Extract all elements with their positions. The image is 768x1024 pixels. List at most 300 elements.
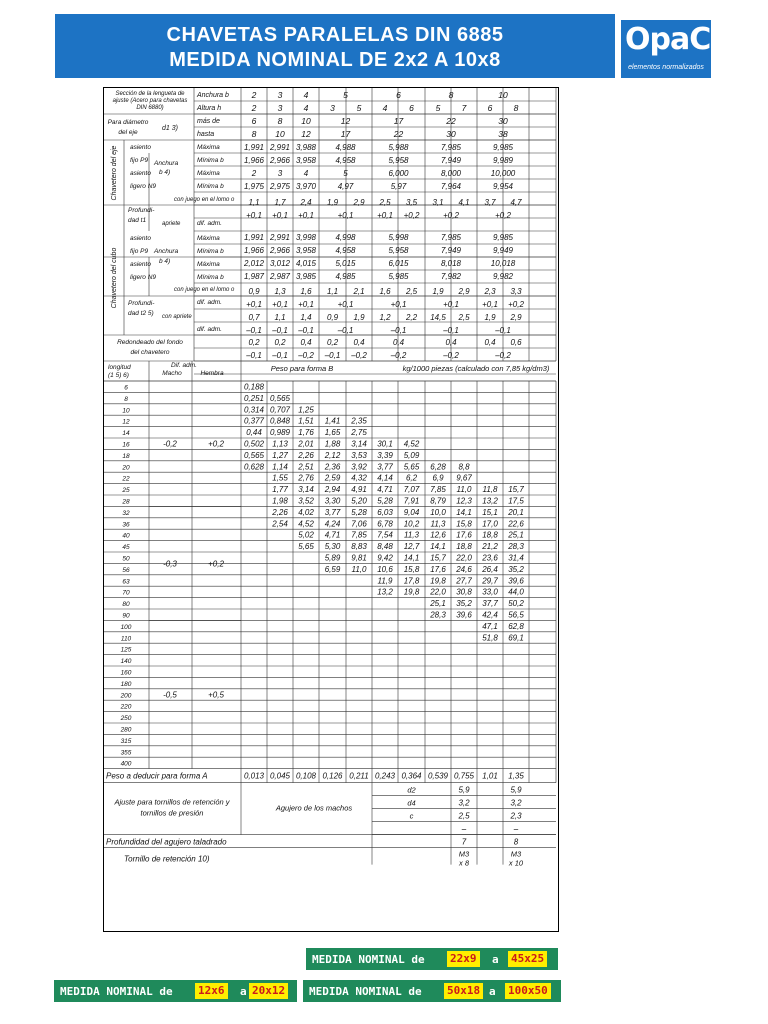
weight-value: 12,6 — [430, 530, 446, 540]
weight-value: 2,01 — [298, 439, 314, 449]
length-value: 45 — [122, 544, 130, 552]
weight-value: 0,502 — [243, 439, 265, 449]
ajuste-label: d4 — [407, 798, 416, 808]
altura-value: 2 — [251, 103, 257, 113]
weight-value: 1,41 — [324, 416, 341, 426]
eje-t1-adm-value: +0,1 — [377, 211, 393, 220]
weight-value: 5,30 — [324, 542, 341, 552]
weight-value: 42,4 — [482, 610, 498, 620]
length-value: 250 — [120, 715, 132, 723]
weight-value: 19,8 — [403, 587, 420, 597]
weight-value: 69,1 — [508, 633, 524, 643]
redondeado-value: 0,4 — [392, 338, 405, 347]
bar-to: 20x12 — [249, 983, 288, 999]
eje-lig-max-value: 4 — [303, 169, 309, 178]
weight-value: 0,989 — [269, 428, 291, 438]
label-chavetero-eje: Chavetero del eje — [111, 145, 118, 201]
altura-value: 4 — [303, 103, 309, 113]
weight-value: 0,707 — [269, 405, 291, 415]
cubo-apriete-value: 1,9 — [353, 313, 365, 322]
weight-value: 31,4 — [508, 553, 524, 563]
cubo-max-value: 1,991 — [243, 233, 265, 242]
weight-value: 17,0 — [482, 519, 498, 529]
nominal-range-bar-12x6[interactable] — [54, 980, 297, 1002]
weight-value: 29,7 — [482, 576, 498, 586]
eje-lig-max-value: 8,000 — [440, 169, 462, 178]
anchura-value: 2 — [251, 90, 257, 100]
mas-de-value: 10 — [301, 116, 311, 126]
label-asiento: asiento — [130, 144, 151, 151]
weight-value: 6,78 — [377, 519, 393, 529]
weight-value: 17,8 — [403, 576, 420, 586]
hasta-value: 8 — [251, 129, 257, 139]
weight-value: 21,2 — [482, 542, 498, 552]
cubo-t2-value: 1,6 — [379, 287, 391, 296]
weight-value: 4,91 — [351, 485, 367, 495]
mas-de-value: 12 — [340, 116, 351, 126]
label-dad-t2: dad t2 5) — [128, 310, 154, 317]
cubo-apriete-value: 0,9 — [326, 313, 339, 322]
weight-value: 7,06 — [351, 519, 367, 529]
cubo-lig-min-value: 1,987 — [243, 272, 265, 281]
weight-value: 2,75 — [351, 428, 367, 438]
peso-a-value: 0,013 — [243, 771, 265, 781]
nominal-range-bar-50x18[interactable] — [303, 980, 561, 1002]
weight-value: 14,1 — [403, 553, 420, 563]
mas-de-value: 17 — [393, 116, 404, 126]
length-value: 90 — [122, 612, 130, 620]
cubo-apriete-adm-value: –0,1 — [390, 326, 407, 335]
redondeado-adm-value: –0,1 — [246, 351, 262, 360]
cubo-t2-adm-value: +0,1 — [390, 300, 407, 309]
weight-value: 4,32 — [351, 473, 367, 483]
weight-value: 25,1 — [508, 530, 524, 540]
label-redondeado: del chavetero — [130, 349, 170, 356]
altura-value: 7 — [461, 103, 467, 113]
weight-value: 8,83 — [351, 542, 367, 552]
weight-value: 4,71 — [377, 485, 393, 495]
altura-value: 5 — [435, 103, 441, 113]
hasta-value: 12 — [301, 129, 311, 139]
hasta-value: 17 — [340, 129, 351, 139]
label-dad-t1: dad t1 — [128, 217, 147, 224]
length-value: 32 — [122, 509, 130, 517]
cubo-max-value: 2,991 — [269, 233, 291, 242]
length-value: 16 — [122, 441, 130, 449]
ajuste-value: 5,9 — [458, 785, 470, 795]
altura-value: 3 — [277, 103, 283, 113]
label-altura-h: Altura h — [197, 105, 222, 112]
altura-value: 6 — [409, 103, 414, 113]
label-anchura-b: Anchura b — [197, 92, 229, 99]
altura-value: 4 — [382, 103, 388, 113]
cubo-lig-max-value: 2,012 — [243, 259, 265, 268]
redondeado-value: 0,2 — [326, 338, 339, 347]
label-minima: Mínima b — [197, 183, 224, 190]
weight-value: 18,8 — [482, 530, 498, 540]
length-value: 180 — [120, 680, 132, 688]
weight-value: 30,1 — [377, 439, 393, 449]
weight-value: 56,5 — [508, 610, 524, 620]
eje-max-value: 5,988 — [388, 143, 409, 152]
eje-lig-min-value: 3,970 — [295, 182, 317, 191]
weight-value: 6,03 — [377, 507, 393, 517]
cubo-apriete-value: 1,2 — [379, 313, 391, 322]
label-fijo: fijo P9 — [130, 248, 149, 255]
length-value: 18 — [122, 452, 130, 460]
weight-value: 3,52 — [298, 496, 314, 506]
weight-value: 7,07 — [403, 485, 420, 495]
weight-value: 30,8 — [456, 587, 472, 597]
length-value: 100 — [120, 623, 132, 631]
weight-value: 9,04 — [403, 507, 420, 517]
redondeado-value: 0,2 — [248, 338, 260, 347]
weight-value: 17,6 — [430, 564, 446, 574]
weight-value: 0,377 — [243, 416, 265, 426]
eje-max-value: 7,985 — [440, 143, 462, 152]
weight-value: 6,28 — [430, 462, 446, 472]
tol-hembra: +0,2 — [208, 439, 224, 449]
bar-from: 50x18 — [444, 983, 483, 999]
weight-value: 4,02 — [298, 507, 314, 517]
length-value: 70 — [122, 589, 130, 597]
weight-value: 35,2 — [456, 599, 472, 609]
logo-mark: OpaC — [625, 22, 711, 57]
cubo-t2-value: 2,1 — [353, 287, 365, 296]
ajuste-value: 2,3 — [510, 811, 522, 821]
label-maxima: Máxima — [197, 144, 220, 151]
cubo-t2-adm-value: +0,2 — [508, 300, 524, 309]
weight-value: 15,8 — [403, 564, 420, 574]
weight-value: 5,89 — [324, 553, 341, 563]
length-value: 12 — [122, 418, 130, 426]
cubo-t2-adm-value: +0,1 — [246, 300, 262, 309]
cubo-t2-value: 2,3 — [484, 287, 496, 296]
weight-value: 5,65 — [403, 462, 420, 472]
weight-value: 14,1 — [430, 542, 446, 552]
redondeado-adm-value: –0,2 — [351, 351, 367, 360]
cubo-t2-adm-value: +0,1 — [482, 300, 498, 309]
label-maxima: Máxima — [197, 261, 220, 268]
weight-value: 1,88 — [324, 439, 341, 449]
weight-value: 18,8 — [456, 542, 472, 552]
eje-lig-min-value: 4,97 — [337, 182, 354, 191]
weight-value: 14,1 — [456, 507, 472, 517]
eje-lig-min-value: 7,964 — [440, 182, 462, 191]
eje-lig-max-value: 3 — [277, 169, 283, 178]
cubo-apriete-value: 1,9 — [484, 313, 496, 322]
weight-value: 23,6 — [482, 553, 498, 563]
cubo-apriete-value: 14,5 — [430, 313, 446, 322]
eje-lig-min-value: 1,975 — [243, 182, 265, 191]
weight-value: 1,25 — [298, 405, 314, 415]
weight-value: 6,9 — [432, 473, 444, 483]
ajuste-value: 2,5 — [458, 811, 470, 821]
bar-sep: a — [240, 985, 247, 998]
cubo-apriete-value: 2,5 — [458, 313, 470, 322]
cubo-lig-min-value: 4,985 — [335, 272, 356, 281]
length-value: 125 — [120, 646, 132, 654]
weight-value: 11,0 — [456, 485, 472, 495]
peso-a-value: 1,01 — [482, 771, 498, 781]
eje-lig-min-value: 2,975 — [269, 182, 291, 191]
ajuste-value: – — [461, 824, 467, 834]
anchura-value: 5 — [343, 90, 348, 100]
label-apriete: apriete — [162, 221, 181, 227]
weight-value: 24,6 — [456, 564, 472, 574]
label-seccion: DIN 6880) — [136, 105, 164, 111]
ajuste-label: d2 — [407, 785, 416, 795]
weight-value: 2,35 — [351, 416, 367, 426]
label-para-diametro: Para diámetro — [107, 119, 149, 126]
weight-value: 19,8 — [430, 576, 446, 586]
length-value: 400 — [120, 760, 132, 768]
hasta-value: 10 — [275, 129, 285, 139]
weight-value: 7,85 — [430, 485, 446, 495]
cubo-t2-value: 2,5 — [405, 287, 418, 296]
cubo-min-value: 1,966 — [243, 246, 265, 255]
length-value: 22 — [122, 475, 130, 483]
weight-value: 3,30 — [324, 496, 341, 506]
weight-value: 0,44 — [246, 428, 262, 438]
redondeado-value: 0,2 — [274, 338, 286, 347]
weight-value: 11,0 — [351, 564, 367, 574]
eje-lig-min-value: 5,97 — [390, 182, 407, 191]
label-dif-adm: dif. adm. — [197, 299, 222, 306]
weight-value: 4,24 — [324, 519, 341, 529]
mas-de-value: 22 — [446, 116, 456, 126]
label-anchura: Anchura — [154, 160, 179, 167]
weight-value: 5,09 — [403, 450, 420, 460]
weight-value: 3,77 — [324, 507, 341, 517]
length-value: 40 — [122, 532, 130, 540]
tol-hembra: +0,2 — [208, 559, 224, 569]
ajuste-value: 5,9 — [510, 785, 522, 795]
label-profundidad: Profundi- — [128, 300, 155, 307]
weight-value: 2,51 — [298, 462, 314, 472]
length-value: 140 — [120, 658, 132, 666]
weight-value: 3,53 — [351, 450, 367, 460]
weight-value: 1,98 — [272, 496, 288, 506]
cubo-apriete-adm-value: –0,1 — [443, 326, 459, 335]
bar-from: 12x6 — [195, 983, 228, 999]
label-juego: con juego en el lomo o — [174, 197, 235, 203]
weight-value: 5,02 — [298, 530, 314, 540]
label-ajuste: Ajuste para tornillos de retención y — [114, 797, 230, 807]
eje-lig-max-value: 5 — [343, 169, 348, 178]
weight-value: 2,26 — [298, 450, 314, 460]
tol-macho: -0,2 — [163, 439, 177, 449]
weight-value: 28,3 — [508, 542, 524, 552]
weight-value: 11,3 — [404, 530, 419, 540]
eje-t1-value: 1,1 — [248, 198, 260, 207]
mas-de-value: 6 — [251, 116, 257, 126]
weight-value: 3,77 — [377, 462, 393, 472]
eje-t1-adm-value: +0,1 — [272, 211, 288, 220]
weight-value: 2,94 — [324, 485, 341, 495]
weight-value: 4,52 — [298, 519, 314, 529]
weight-value: 1,55 — [272, 473, 288, 483]
weight-value: 26,4 — [482, 564, 498, 574]
weight-value: 33,0 — [482, 587, 498, 597]
ajuste-value: 3,2 — [510, 798, 522, 808]
logo-subtitle: elementos normalizados — [628, 64, 704, 71]
bar-prefix: MEDIDA NOMINAL de — [309, 985, 422, 998]
cubo-t2-adm-value: +0,1 — [337, 300, 354, 309]
cubo-lig-min-value: 9,982 — [492, 272, 514, 281]
cubo-lig-max-value: 4,015 — [295, 259, 317, 268]
label-del-eje: del eje — [118, 129, 138, 136]
eje-t1-value: 2,4 — [300, 198, 312, 207]
length-value: 50 — [122, 555, 130, 563]
cubo-min-value: 3,958 — [295, 246, 317, 255]
weight-value: 35,2 — [508, 564, 524, 574]
cubo-t2-value: 2,9 — [458, 287, 470, 296]
length-value: 20 — [122, 464, 130, 472]
peso-a-value: 1,35 — [508, 771, 524, 781]
label-seccion: Sección de la lengueta de — [115, 91, 185, 97]
weight-value: 12,3 — [456, 496, 472, 506]
eje-lig-max-value: 2 — [251, 169, 257, 178]
length-value: 14 — [122, 430, 130, 438]
title-line-1: CHAVETAS PARALELAS DIN 6885 — [166, 24, 504, 46]
cubo-apriete-value: 2,9 — [510, 313, 522, 322]
weight-value: 51,8 — [482, 633, 498, 643]
cubo-min-value: 7,949 — [440, 246, 462, 255]
eje-lig-min-value: 9,954 — [492, 182, 514, 191]
ajuste-value: – — [513, 824, 519, 834]
cubo-t2-value: 3,3 — [510, 287, 522, 296]
eje-lig-max-value: 6,000 — [388, 169, 409, 178]
weight-value: 27,7 — [456, 576, 472, 586]
anchura-value: 10 — [498, 90, 508, 100]
tol-macho: -0,3 — [163, 559, 177, 569]
hasta-value: 38 — [498, 129, 508, 139]
opac-logo — [621, 20, 711, 78]
length-value: 6 — [124, 384, 128, 392]
weight-value: 5,28 — [377, 496, 393, 506]
bar-prefix: MEDIDA NOMINAL de — [60, 985, 173, 998]
weight-value: 44,0 — [508, 587, 524, 597]
anchura-value: 3 — [277, 90, 283, 100]
weight-value: 10,2 — [403, 519, 420, 529]
length-value: 200 — [120, 692, 132, 700]
ajuste-value: 3,2 — [458, 798, 470, 808]
eje-max-value: 2,991 — [269, 143, 291, 152]
label-longitud: longitud — [108, 364, 131, 371]
cubo-t2-adm-value: +0,1 — [272, 300, 288, 309]
label-juego: con juego en el lomo o — [174, 287, 235, 293]
weight-value: 15,1 — [482, 507, 498, 517]
weight-value: 39,6 — [508, 576, 524, 586]
eje-min-value: 3,958 — [295, 156, 317, 165]
weight-value: 8,79 — [430, 496, 446, 506]
weight-value: 22,6 — [508, 519, 524, 529]
label-macho: Macho — [162, 370, 182, 377]
length-value: 63 — [122, 578, 130, 586]
label-con-apriete: con apriete — [162, 314, 192, 320]
length-value: 220 — [120, 703, 132, 711]
weight-value: 4,71 — [324, 530, 341, 540]
length-value: 280 — [120, 726, 132, 734]
peso-a-value: 0,211 — [349, 771, 369, 781]
cubo-t2-value: 1,1 — [326, 287, 339, 296]
label-tornillo: Tornillo de retención 10) — [124, 854, 210, 864]
label-redondeado: Redondeado del fondo — [117, 339, 183, 346]
label-profundidad-agujero: Profundidad del agujero taladrado — [106, 837, 227, 847]
redondeado-value: 0,4 — [300, 338, 312, 347]
eje-min-value: 4,958 — [335, 156, 356, 165]
label-ligero: ligero N9 — [130, 183, 157, 190]
label-kg: kg/1000 piezas (calculado con 7,85 kg/dm3) — [402, 364, 550, 373]
cubo-min-value: 5,958 — [388, 246, 409, 255]
hasta-value: 22 — [393, 129, 404, 139]
cubo-lig-max-value: 6,015 — [388, 259, 409, 268]
cubo-apriete-adm-value: –0,1 — [272, 326, 288, 335]
eje-max-value: 9,985 — [492, 143, 514, 152]
weight-value: 1,76 — [298, 428, 314, 438]
label-hasta: hasta — [197, 131, 215, 138]
nominal-range-bar-22x9[interactable] — [306, 948, 558, 970]
bar-to: 45x25 — [508, 951, 547, 967]
label-minima: Mínima b — [197, 274, 224, 281]
weight-value: 0,251 — [243, 393, 265, 403]
length-value: 8 — [124, 395, 128, 403]
eje-min-value: 1,966 — [243, 156, 265, 165]
weight-value: 3,14 — [298, 485, 314, 495]
weight-value: 39,6 — [456, 610, 472, 620]
eje-t1-value: 3,7 — [484, 198, 496, 207]
peso-a-value: 0,045 — [269, 771, 291, 781]
label-dif-adm: dif. adm. — [197, 220, 222, 227]
label-asiento: asiento — [130, 235, 151, 242]
peso-a-value: 0,755 — [453, 771, 475, 781]
cubo-max-value: 4,998 — [335, 233, 356, 242]
weight-value: 28,3 — [430, 610, 446, 620]
weight-value: 0,565 — [269, 393, 291, 403]
cubo-apriete-value: 1,4 — [300, 313, 312, 322]
label-profundidad: Profundi- — [128, 207, 155, 214]
weight-value: 3,92 — [351, 462, 367, 472]
redondeado-adm-value: –0,2 — [443, 351, 459, 360]
weight-value: 25,1 — [430, 599, 446, 609]
eje-t1-value: 4,7 — [510, 198, 522, 207]
label-seccion: ajuste (Acero para chavetas — [112, 98, 188, 104]
cubo-apriete-value: 0,7 — [248, 313, 260, 322]
cubo-apriete-value: 1,1 — [274, 313, 286, 322]
weight-value: 3,39 — [377, 450, 393, 460]
label-ajuste: tornillos de presión — [140, 808, 204, 818]
label-dif-adm: dif. adm. — [197, 326, 222, 333]
cubo-min-value: 4,958 — [335, 246, 356, 255]
label-minima: Mínima b — [197, 157, 224, 164]
tol-hembra: +0,5 — [208, 690, 224, 700]
cubo-max-value: 9,985 — [492, 233, 514, 242]
eje-t1-value: 1,9 — [326, 198, 339, 207]
label-fijo: fijo P9 — [130, 157, 149, 164]
weight-value: 3,14 — [351, 439, 367, 449]
tornillo-value: x 10 — [508, 858, 524, 868]
redondeado-value: 0,4 — [445, 338, 457, 347]
label-asiento: asiento — [130, 170, 151, 177]
length-value: 110 — [120, 635, 132, 643]
length-value: 355 — [120, 749, 132, 757]
profundidad-value: 7 — [461, 837, 467, 847]
weight-value: 22,0 — [456, 553, 472, 563]
cubo-lig-max-value: 5,015 — [335, 259, 356, 268]
cubo-min-value: 9,949 — [492, 246, 514, 255]
eje-t1-value: 3,5 — [405, 198, 418, 207]
